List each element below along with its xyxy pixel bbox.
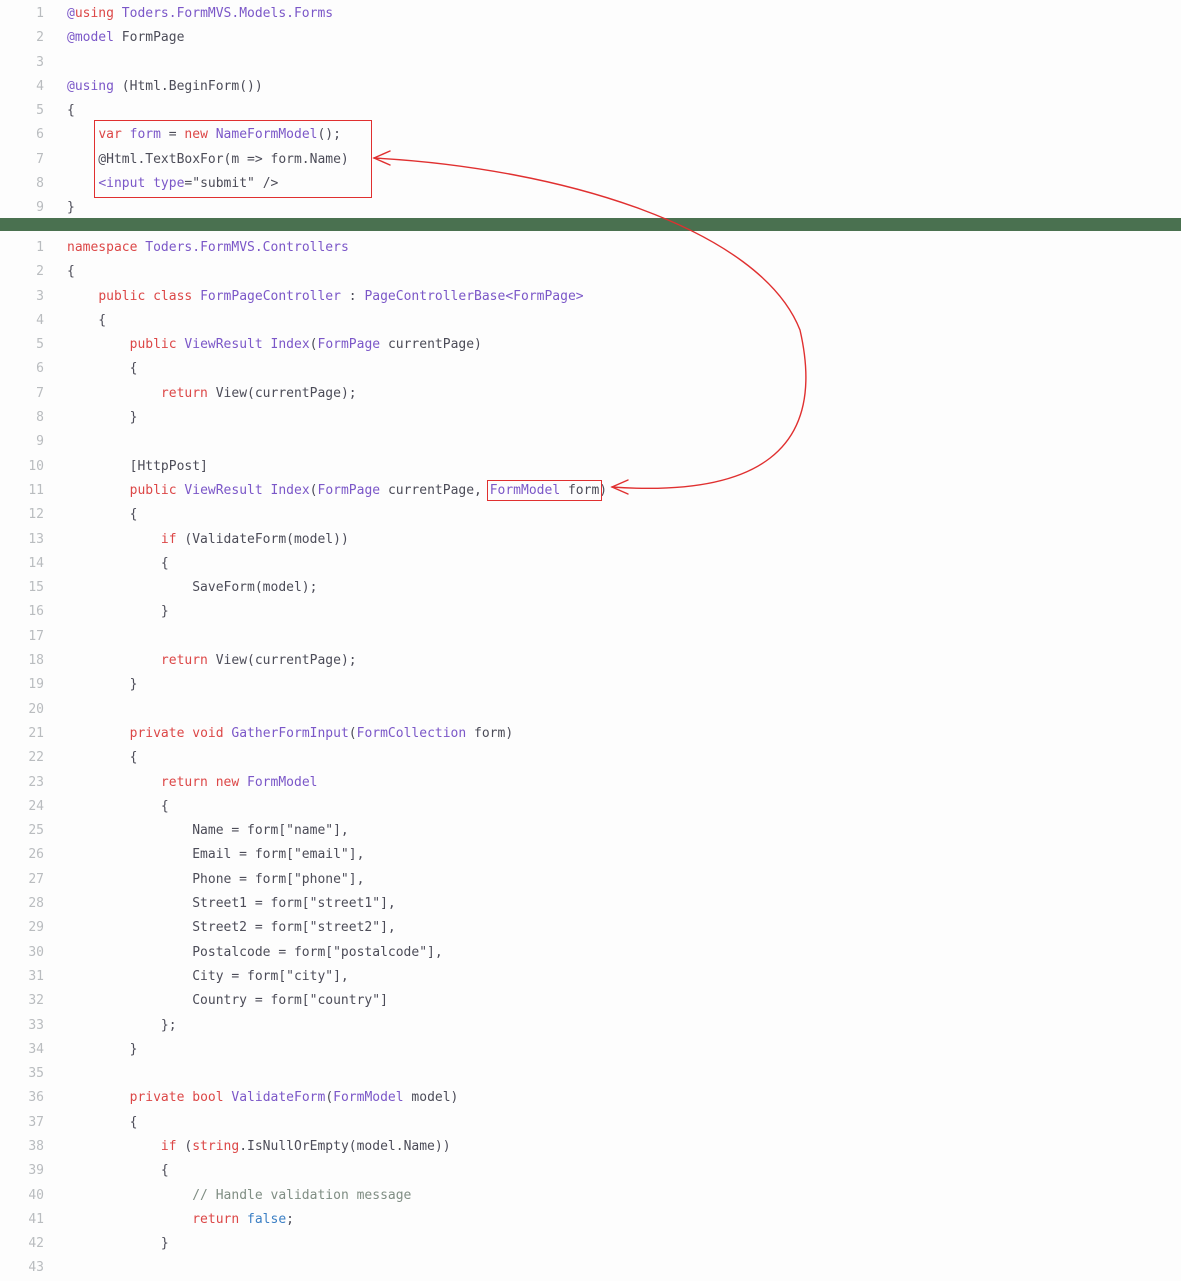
code-text: } — [67, 200, 75, 216]
code-text: } — [67, 677, 138, 693]
code-text: { — [67, 798, 169, 814]
code-text: SaveForm(model); — [67, 580, 318, 596]
code-text: Postalcode = form["postalcode"], — [67, 944, 443, 960]
code-line — [0, 357, 1181, 381]
line-number: 9 — [36, 200, 44, 216]
code-text: Street2 = form["street2"], — [67, 920, 396, 936]
code-text: if (ValidateForm(model)) — [160, 531, 349, 547]
section-divider-bar — [0, 218, 1181, 231]
code-text: @using Toders.FormMVS.Models.Forms — [67, 6, 334, 21]
code-line — [0, 148, 1181, 172]
code-text: // Handle validation message — [192, 1187, 412, 1203]
code-line — [0, 1111, 1181, 1135]
line-number: 42 — [28, 1236, 44, 1252]
line-number: 19 — [28, 677, 44, 693]
line-number: 25 — [28, 823, 44, 839]
line-number: 37 — [28, 1114, 44, 1130]
code-text: Country = form["country"] — [67, 993, 388, 1009]
code-line — [0, 552, 1181, 576]
code-line — [0, 649, 1181, 673]
line-number: 33 — [28, 1017, 44, 1033]
line-number: 35 — [28, 1066, 44, 1082]
code-line — [0, 430, 1181, 454]
code-text: { — [67, 361, 138, 377]
code-line — [0, 455, 1181, 479]
line-number: 6 — [36, 361, 44, 377]
code-line — [0, 236, 1181, 260]
code-text: Phone = form["phone"], — [67, 871, 365, 887]
code-line — [0, 1062, 1181, 1086]
line-number: 12 — [28, 507, 44, 523]
code-line — [0, 406, 1181, 430]
line-number: 21 — [28, 725, 44, 741]
code-text: [HttpPost] — [67, 458, 208, 474]
code-text: if (string.IsNullOrEmpty(model.Name)) — [160, 1138, 451, 1154]
line-number: 3 — [36, 288, 44, 304]
code-line — [0, 989, 1181, 1013]
code-text: City = form["city"], — [67, 968, 349, 984]
code-line — [0, 868, 1181, 892]
line-number: 10 — [28, 458, 44, 474]
code-text: { — [67, 750, 138, 766]
code-line — [0, 309, 1181, 333]
code-line — [0, 746, 1181, 770]
code-line — [0, 1184, 1181, 1208]
code-line — [0, 528, 1181, 552]
code-line — [0, 123, 1181, 147]
code-text: return View(currentPage); — [160, 653, 357, 669]
line-number: 1 — [36, 240, 44, 255]
code-text: var form = new NameFormModel(); — [98, 127, 341, 143]
line-number: 2 — [36, 30, 44, 46]
code-line — [0, 771, 1181, 795]
code-line — [0, 673, 1181, 697]
line-number: 29 — [28, 920, 44, 936]
code-line — [0, 285, 1181, 309]
code-line — [0, 819, 1181, 843]
code-line — [0, 1208, 1181, 1232]
line-number: 5 — [36, 103, 44, 119]
code-line — [0, 1014, 1181, 1038]
code-line — [0, 698, 1181, 722]
code-line — [0, 916, 1181, 940]
code-line — [0, 51, 1181, 75]
code-text: private bool ValidateForm(FormModel model) — [129, 1090, 459, 1106]
code-line — [0, 795, 1181, 819]
code-text: return new FormModel — [160, 774, 318, 790]
razor-view-code-block — [0, 2, 1181, 221]
line-number: 7 — [36, 385, 44, 401]
code-line — [0, 1256, 1181, 1280]
code-line — [0, 625, 1181, 649]
line-number: 13 — [28, 531, 44, 547]
code-line — [0, 576, 1181, 600]
code-line — [0, 892, 1181, 916]
line-number: 23 — [28, 774, 44, 790]
code-line — [0, 600, 1181, 624]
controller-code-block — [0, 236, 1181, 1281]
code-text: @Html.TextBoxFor(m => form.Name) — [67, 151, 349, 167]
line-number: 2 — [36, 264, 44, 280]
line-number: 26 — [28, 847, 44, 863]
code-text: @model FormPage — [67, 30, 185, 46]
line-number: 36 — [28, 1090, 44, 1106]
line-number: 31 — [28, 968, 44, 984]
code-text: { — [67, 507, 138, 523]
line-number: 30 — [28, 944, 44, 960]
line-number: 4 — [36, 78, 44, 94]
line-number: 20 — [28, 701, 44, 717]
line-number: 41 — [28, 1211, 44, 1227]
code-text: return View(currentPage); — [160, 385, 357, 401]
code-text: return false; — [192, 1211, 294, 1227]
code-text: namespace Toders.FormMVS.Controllers — [67, 240, 349, 255]
code-text: } — [67, 1041, 138, 1057]
code-text: private void GatherFormInput(FormCollection form) — [129, 725, 514, 741]
line-number: 40 — [28, 1187, 44, 1203]
code-text: } — [67, 604, 169, 620]
line-number: 24 — [28, 798, 44, 814]
code-text: public ViewResult Index(FormPage currentPage, FormModel form) — [129, 482, 608, 498]
code-text: public ViewResult Index(FormPage currentPage) — [129, 337, 482, 353]
code-text: }; — [67, 1017, 177, 1033]
code-line — [0, 1135, 1181, 1159]
code-line — [0, 99, 1181, 123]
code-text: Email = form["email"], — [67, 847, 365, 863]
code-line — [0, 1086, 1181, 1110]
line-number: 39 — [28, 1163, 44, 1179]
code-text: { — [67, 1114, 138, 1130]
code-line — [0, 260, 1181, 284]
code-text: { — [67, 264, 75, 280]
code-text: { — [67, 555, 169, 571]
code-line — [0, 965, 1181, 989]
code-line — [0, 941, 1181, 965]
line-number: 34 — [28, 1041, 44, 1057]
code-text: Name = form["name"], — [67, 823, 349, 839]
line-number: 43 — [28, 1260, 44, 1276]
code-line — [0, 1159, 1181, 1183]
line-number: 15 — [28, 580, 44, 596]
line-number: 3 — [36, 54, 44, 70]
highlight-box-formmodel-param: FormModel form — [489, 482, 600, 498]
line-number: 38 — [28, 1138, 44, 1154]
line-number: 5 — [36, 337, 44, 353]
code-line — [0, 75, 1181, 99]
line-number: 18 — [28, 653, 44, 669]
code-text: } — [67, 410, 138, 426]
line-number: 6 — [36, 127, 44, 143]
code-text: } — [67, 1236, 169, 1252]
code-text: <input type="submit" /> — [98, 176, 279, 192]
code-line — [0, 1232, 1181, 1256]
line-number: 11 — [28, 482, 44, 498]
line-number: 16 — [28, 604, 44, 620]
line-number: 22 — [28, 750, 44, 766]
line-number: 7 — [36, 151, 44, 167]
code-text: { — [67, 312, 107, 328]
code-text: { — [67, 1163, 169, 1179]
code-text: @using (Html.BeginForm()) — [67, 78, 263, 94]
code-line — [0, 2, 1181, 26]
code-line — [0, 503, 1181, 527]
code-line — [0, 843, 1181, 867]
code-line — [0, 382, 1181, 406]
line-number: 32 — [28, 993, 44, 1009]
code-line — [0, 172, 1181, 196]
line-number: 27 — [28, 871, 44, 887]
code-text: public class FormPageController : PageControllerBase<FormPage> — [98, 288, 584, 304]
code-line — [0, 333, 1181, 357]
code-line — [0, 1038, 1181, 1062]
line-number: 28 — [28, 896, 44, 912]
line-number: 1 — [36, 6, 44, 21]
line-number: 8 — [36, 176, 44, 192]
line-number: 8 — [36, 410, 44, 426]
code-line — [0, 722, 1181, 746]
code-line — [0, 479, 1181, 503]
code-line — [0, 26, 1181, 50]
line-number: 14 — [28, 555, 44, 571]
code-text: { — [67, 103, 75, 119]
line-number: 9 — [36, 434, 44, 450]
line-number: 17 — [28, 628, 44, 644]
line-number: 4 — [36, 312, 44, 328]
code-text: Street1 = form["street1"], — [67, 896, 396, 912]
